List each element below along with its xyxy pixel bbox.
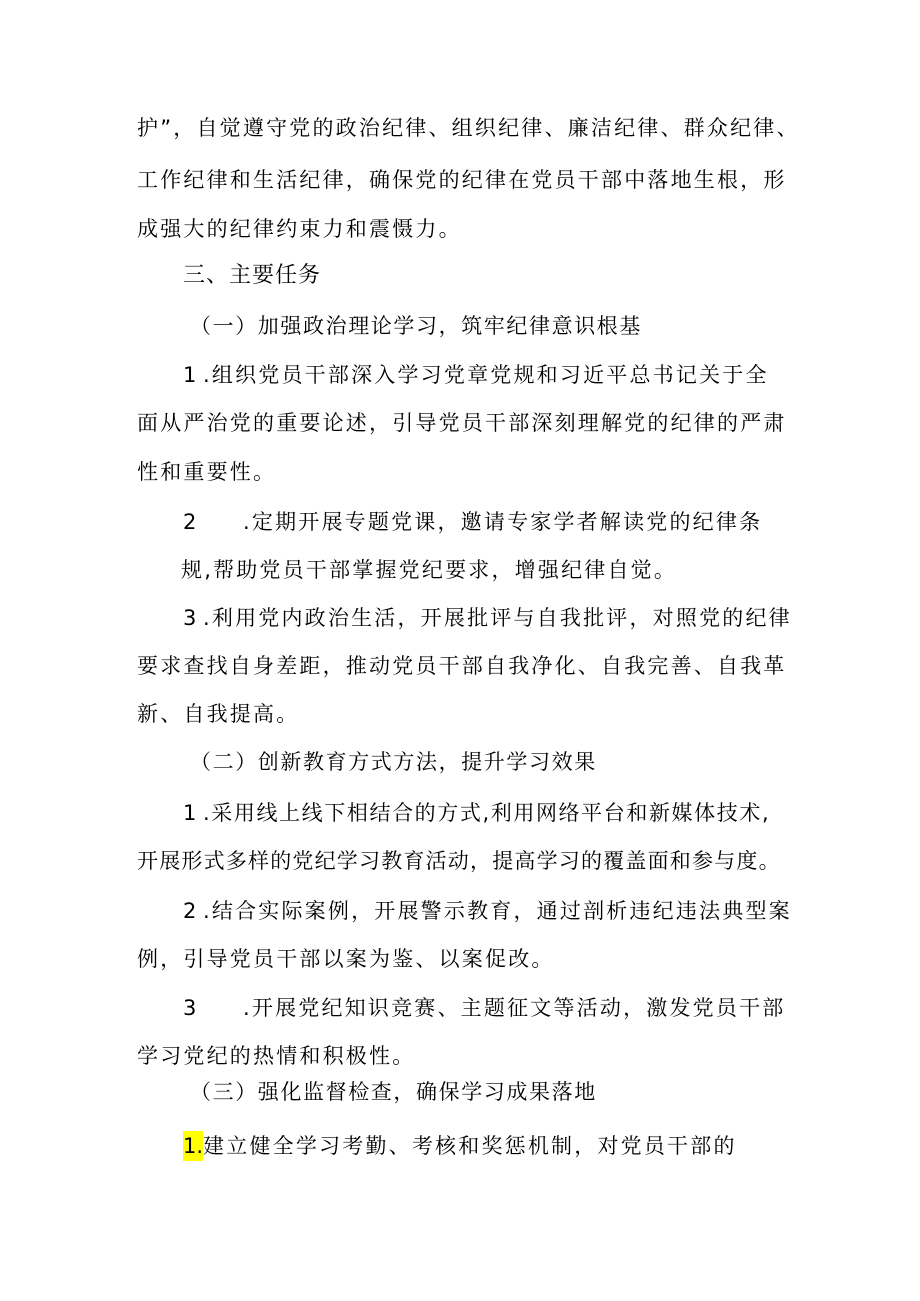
item-number-highlighted: 1. <box>183 1131 203 1161</box>
item-text: 建立健全学习考勤、考核和奖惩机制，对党员干部的 <box>203 1134 737 1158</box>
subsection-heading-2: （二）创新教育方式方法，提升学习效果 <box>190 750 597 774</box>
paragraph-line: 工作纪律和生活纪律，确保党的纪律在党员干部中落地生根，形 <box>137 168 787 192</box>
item-text: .结合实际案例，开展警示教育，通过剖析违纪违法典型案 <box>203 899 792 923</box>
item-text: .采用线上线下相结合的方式,利用网络平台和新媒体技术, <box>203 801 771 825</box>
paragraph-line: 学习党纪的热情和积极性。 <box>137 1044 416 1068</box>
list-item-2-1 <box>183 798 770 828</box>
item-number: 2 <box>183 899 199 923</box>
list-item-2-2 <box>183 896 792 926</box>
item-number: 1 <box>183 801 198 825</box>
subsection-heading-3: （三）强化监督检查，确保学习成果落地 <box>190 1080 597 1104</box>
paragraph-line: 要求查找自身差距，推动党员干部自我净化、自我完善、自我革 <box>137 654 787 678</box>
list-item-1-3 <box>183 603 792 633</box>
item-number: 3 <box>183 996 199 1020</box>
item-text: .开展党纪知识竞赛、主题征文等活动，激发党员干部 <box>243 996 786 1020</box>
paragraph-line: 性和重要性。 <box>137 460 277 484</box>
paragraph-line: 开展形式多样的党纪学习教育活动，提高学习的覆盖面和参与度。 <box>137 849 781 873</box>
item-text: .定期开展专题党课，邀请专家学者解读党的纪律条 <box>243 510 763 534</box>
item-number: 3 <box>183 606 199 630</box>
subsection-heading-1: （一）加强政治理论学习，筑牢纪律意识根基 <box>190 314 642 338</box>
list-item-1-1 <box>183 360 769 390</box>
item-text: .利用党内政治生活，开展批评与自我批评，对照党的纪律 <box>203 606 792 630</box>
list-item-1-2 <box>183 507 762 537</box>
paragraph-line: 新、自我提高。 <box>137 702 300 726</box>
item-text: .组织党员干部深入学习党章党规和习近平总书记关于全 <box>203 363 769 387</box>
section-heading: 三、主要任务 <box>183 263 322 288</box>
paragraph-line: 成强大的纪律约束力和震慑力。 <box>137 217 462 241</box>
paragraph-line: 例，引导党员干部以案为鉴、以案促改。 <box>137 947 555 971</box>
paragraph-line: 规,帮助党员干部掌握党纪要求，增强纪律自觉。 <box>181 558 678 582</box>
list-item-2-3 <box>183 993 785 1023</box>
paragraph-line: 面从严治党的重要论述，引导党员干部深刻理解党的纪律的严肃 <box>137 411 787 435</box>
item-number: 2 <box>183 510 199 534</box>
paragraph-line: 护”，自觉遵守党的政治纪律、组织纪律、廉洁纪律、群众纪律、 <box>137 116 800 140</box>
list-item-3-1 <box>183 1131 737 1161</box>
item-number: 1 <box>183 363 199 387</box>
